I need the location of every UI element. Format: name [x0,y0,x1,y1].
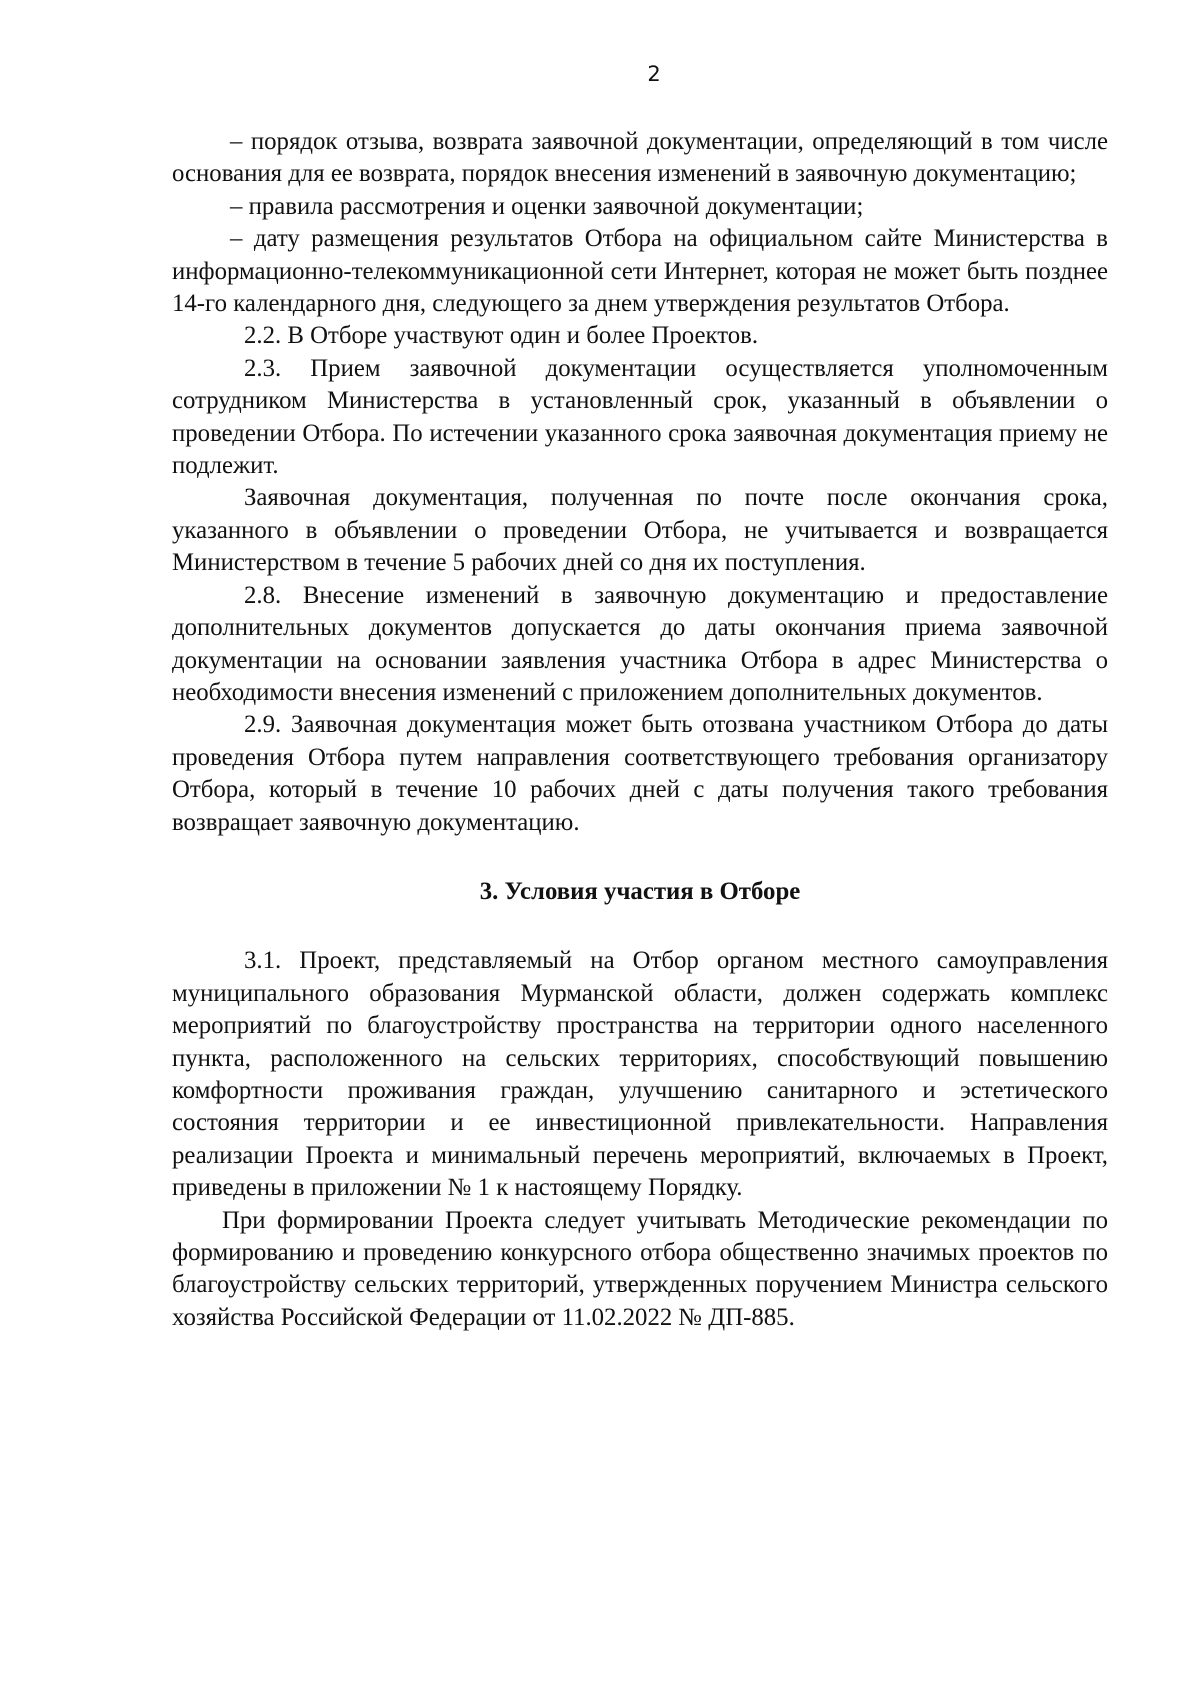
paragraph-3-1: 3.1. Проект, представляемый на Отбор органом местного самоуправления муниципального образования Мурманской области, должен содержать комплекс мероприятий по благоустройству пространства на территории одного населенного пункта, расположенного на сельских территориях, способствующий повышению комфортности проживания граждан, улучшению санитарного и эстетического состояния территории и ее инвестиционной привлекательности. Направления реализации Проекта и минимальный перечень мероприятий, включаемых в Проект, приведены в приложении № 1 к настоящему Порядку. [172,947,1108,1202]
paragraph-2-8: 2.8. Внесение изменений в заявочную документацию и предоставление дополнительных документов допускается до даты окончания приема заявочной документации на основании заявления участника Отбора в адрес Министерства о необходимости внесения изменений с приложением дополнительных документов. [172,581,1108,706]
section-heading: 3. Условия участия в Отборе [479,877,801,905]
paragraph-2-9: 2.9. Заявочная документация может быть отозвана участником Отбора до даты проведения Отбора путем направления соответствующего требования организатору Отбора, который в течение 10 рабочих дней с даты получения такого требования возвращает заявочную документацию. [172,711,1108,836]
paragraph-2-2: 2.2. В Отборе участвуют один и более Проектов. [244,322,759,350]
paragraph-dash-results-date: – дату размещения результатов Отбора на официальном сайте Министерства в информационно-телекоммуникационной сети Интернет, которая не может быть позднее 14-го календарного дня, следующего за днем утверждения результатов Отбора. [172,225,1108,318]
paragraph-2-3-mail: Заявочная документация, полученная по почте после окончания срока, указанного в объявлении о проведении Отбора, не учитывается и возвращается Министерством в течение 5 рабочих дней со дня их поступления. [172,484,1108,577]
paragraph-3-1-methodology: При формировании Проекта следует учитывать Методические рекомендации по формированию и проведению конкурсного отбора общественно значимых проектов по благоустройству сельских территорий, утвержденных поручением Министра сельского хозяйства Российской Федерации от 11.02.2022 № ДП-885. [172,1206,1108,1331]
document-page [172,60,1108,1334]
page-number: 2 [647,62,661,86]
paragraph-dash-review-rules: – правила рассмотрения и оценки заявочной документации; [230,192,864,220]
paragraph-2-3: 2.3. Прием заявочной документации осуществляется уполномоченным сотрудником Министерства в установленный срок, указанный в объявлении о проведении Отбора. По истечении указанного срока заявочная документация приему не подлежит. [172,354,1108,480]
paragraph-dash-withdrawal: – порядок отзыва, возврата заявочной документации, определяющий в том числе основания для ее возврата, порядок внесения изменений в заявочную документацию; [172,128,1108,188]
